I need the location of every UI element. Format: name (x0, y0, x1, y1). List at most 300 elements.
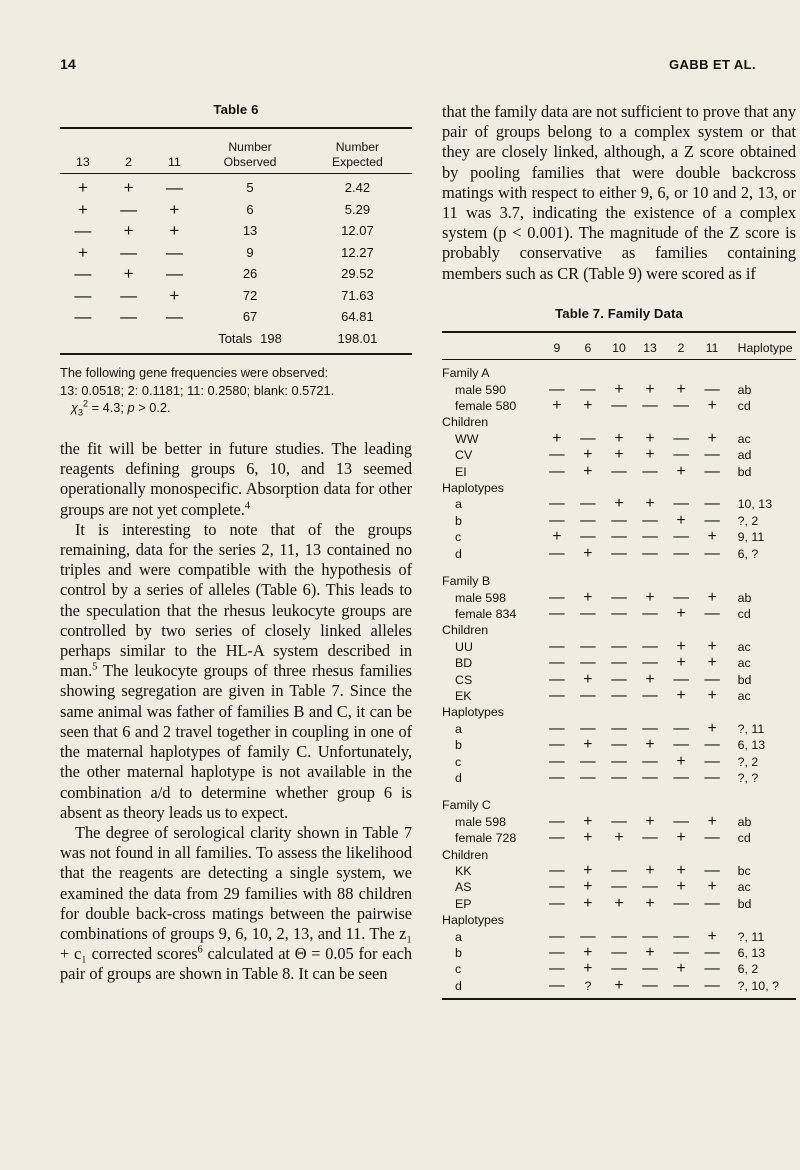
table7-haplotype: cd (737, 399, 751, 414)
table6-row (60, 174, 412, 199)
table6-row (60, 306, 412, 328)
table6-chi-square: $\chi_3^2 = 4.3$; p > 0.2. (71, 398, 171, 418)
table7-mark: + (583, 960, 593, 978)
table7-mark: + (552, 397, 562, 415)
table7-mark: + (583, 862, 593, 880)
table7-mark: — (611, 752, 627, 770)
table7-mark: — (580, 752, 596, 770)
table7-mark: — (549, 604, 565, 622)
table6-cell-11: — (165, 264, 183, 283)
table7-mark: — (549, 544, 565, 562)
table7-mark: + (676, 511, 686, 529)
table7-row-label: female 580 (455, 399, 517, 414)
table7-mark: + (583, 736, 593, 754)
table7-parent-row (442, 814, 796, 830)
table6-caption: Table 6 (213, 102, 259, 117)
footnote-ref-5: 5 (92, 661, 98, 673)
table7-mark: + (583, 878, 593, 896)
table6-row (60, 220, 412, 242)
table7-col-2: 2 (677, 340, 685, 355)
table7-haplotype: ab (737, 590, 752, 605)
table7-row-label: EP (455, 896, 472, 911)
table7-mark: — (611, 878, 627, 896)
table7-haplotype: 6, ? (737, 546, 759, 561)
table7-parent-row (442, 590, 796, 606)
table7-child-row (442, 863, 796, 879)
table7-mark: + (707, 588, 717, 606)
table6-cell-observed: 26 (242, 266, 258, 281)
table7-row-label: b (455, 513, 462, 528)
table7-group-label: Haplotypes (442, 913, 504, 928)
table6-col-11: 11 (152, 128, 198, 173)
table7-mark: — (642, 960, 658, 978)
table7-mark: + (676, 637, 686, 655)
table7-mark: + (583, 397, 593, 415)
table7-mark: — (580, 495, 596, 513)
table7-parent-row (442, 830, 796, 846)
table7-mark: + (583, 829, 593, 847)
table7-mark: — (704, 960, 720, 978)
table7-haplotype: ab (737, 814, 752, 829)
table7-mark: — (673, 768, 689, 786)
table7-family-heading (442, 573, 796, 589)
table6-row (60, 285, 412, 307)
table7-mark: — (611, 397, 627, 415)
table7-mark: — (549, 462, 565, 480)
table7-mark: — (611, 768, 627, 786)
table7-haplotype: ?, 11 (737, 721, 765, 736)
table7-haplotype: bc (737, 864, 751, 879)
table7-mark: + (645, 944, 655, 962)
table7-haplotype: ad (737, 448, 752, 463)
table7-mark: — (611, 736, 627, 754)
table7-mark: + (676, 604, 686, 622)
table7-haplotype-row (442, 513, 796, 529)
table7-haplotype: bd (737, 896, 752, 911)
left-paragraph-2: It is interesting to note that of the groups remaining, data for the series 2, 11, 13 contained no triples and were compatible with the hypothesis of control by a series of alleles (Table 6). This leads to the speculation that the rhesus leukocyte groups are controlled by two series of closely linked alleles perhaps similar to the HL-A system described in man.$^5$ The leukocyte groups of three rhesus families showing segregation are given in Table 7. Since the same animal was father of families B and C, it can be seen that 6 and 2 travel together in coupling in one of the maternal haplotypes of family C. Unfortunately, the other maternal haplotype is not available in the combination a/d to determine whether group 6 is absent as theory leads us to expect. (60, 519, 412, 822)
table7-mark: + (583, 588, 593, 606)
table7-mark: — (673, 944, 689, 962)
table7-child-row (442, 447, 796, 463)
table7-mark: — (704, 446, 720, 464)
table7-children-heading (442, 622, 796, 638)
table7-mark: — (673, 736, 689, 754)
table7-mark: + (676, 686, 686, 704)
table7-col-10: 10 (612, 340, 626, 355)
table7-mark: — (611, 719, 627, 737)
table7-header-row (442, 333, 796, 359)
table7-row-label: d (455, 978, 462, 993)
table7-mark: — (673, 429, 689, 447)
table7-mark: + (614, 976, 624, 994)
running-head-authors: GABB ET AL. (669, 57, 756, 72)
table7-row-label: female 834 (455, 606, 517, 621)
table7-mark: + (614, 429, 624, 447)
table7-mark: — (642, 686, 658, 704)
table7-mark: + (583, 670, 593, 688)
table7-mark: — (642, 528, 658, 546)
table7-group-label: Children (442, 415, 489, 430)
left-paragraph-3: The degree of serological clarity shown in Table 7 was not found in all families. To assess the likelihood that the reagents are detecting a single system, we examined the data from 29 families with 88 children for double back-cross matings between the pairwise combinations of groups 9, 6, 10, 2, 13, and 11. The z₁ + c₁ corrected scores$^6$ calculated at Θ = 0.05 for each pair of groups are shown in Table 8. It can be seen (60, 822, 412, 984)
table6 (60, 127, 412, 355)
left-paragraph-1: the fit will be better in future studies. The leading reagents defining groups 6, 10, and 13 seemed operationally monospecific. Absorption data for other groups are not yet complete.$^4$ (60, 439, 412, 519)
table7-haplotype-row (442, 754, 796, 770)
table6-cell-11: — (165, 242, 183, 262)
table7-mark: — (642, 544, 658, 562)
table7-row-label: EI (455, 464, 467, 479)
table7-mark: — (611, 960, 627, 978)
table6-cell-13: — (74, 307, 92, 326)
table6-cell-13: — (74, 264, 92, 283)
table6-cell-observed: 13 (242, 223, 258, 238)
table7-mark: + (645, 429, 655, 447)
running-head (60, 56, 756, 72)
table7-mark: — (549, 944, 565, 962)
table7-row-label: KK (455, 864, 472, 879)
table7-row-label: BD (455, 656, 473, 671)
table7-mark: + (583, 944, 593, 962)
table7-mark: — (704, 544, 720, 562)
table7-row-label: CS (455, 672, 473, 687)
table7-mark: — (611, 544, 627, 562)
table6-cell-observed: 5 (246, 180, 254, 195)
table7-row-label: d (455, 546, 462, 561)
table6-cell-13: + (77, 199, 88, 219)
table7-mark: — (549, 511, 565, 529)
table7-mark: + (707, 637, 717, 655)
table7-haplotype: cd (737, 606, 751, 621)
table7-child-row (442, 464, 796, 480)
table7-group-label: Children (442, 847, 489, 862)
table7-mark: + (645, 588, 655, 606)
table7-mark: — (704, 768, 720, 786)
table7-mark: — (704, 736, 720, 754)
table7-mark: — (642, 462, 658, 480)
table7-haplotypes-heading (442, 912, 796, 928)
table7-child-row (442, 688, 796, 704)
table7-mark: — (673, 976, 689, 994)
table7-row-label: b (455, 946, 462, 961)
table7-mark: + (645, 446, 655, 464)
table6-totals-expected: 198.01 (337, 330, 378, 346)
table6-cell-observed: 6 (246, 201, 254, 217)
table7-mark: + (676, 380, 686, 398)
table7-mark: — (673, 544, 689, 562)
table7-haplotype: ?, 2 (737, 513, 759, 528)
table7-mark: — (549, 446, 565, 464)
table7-haplotype-row (442, 945, 796, 961)
table7-mark: ? (584, 978, 592, 993)
table6-cell-13: + (77, 178, 88, 197)
table7-mark: + (676, 829, 686, 847)
table6-cell-13: — (74, 285, 92, 305)
table6-col-2: 2 (106, 128, 152, 173)
table7-mark: — (673, 812, 689, 830)
table7-child-row (442, 896, 796, 912)
table7-row-label: AS (455, 880, 472, 895)
table7-mark: — (549, 719, 565, 737)
table7-mark: — (611, 637, 627, 655)
table7-mark: — (642, 719, 658, 737)
table7-mark: — (642, 878, 658, 896)
table7-mark: — (549, 960, 565, 978)
table7-group-label: Children (442, 623, 489, 638)
table7-mark: — (704, 495, 720, 513)
table7-parent-row (442, 606, 796, 622)
table7-mark: + (707, 812, 717, 830)
table7-mark: + (707, 878, 717, 896)
table7-mark: — (642, 397, 658, 415)
table7-haplotype: ?, ? (737, 770, 759, 785)
table7-mark: — (704, 511, 720, 529)
table7-mark: + (676, 752, 686, 770)
table7-mark: — (580, 927, 596, 945)
table7-mark: + (583, 462, 593, 480)
table7-haplotype: ab (737, 382, 752, 397)
table6-footnote-line2: 13: 0.0518; 2: 0.1181; 11: 0.2580; blank: 0.5721. (60, 382, 335, 398)
table7-haplotype-row (442, 737, 796, 753)
page-number: 14 (60, 56, 76, 72)
table7-child-row (442, 655, 796, 671)
table7-mark: — (611, 654, 627, 672)
table7-row-label: EK (455, 688, 472, 703)
table7-mark: — (704, 670, 720, 688)
table7-mark: — (642, 511, 658, 529)
table7-mark: — (549, 752, 565, 770)
table7-mark: + (583, 812, 593, 830)
table7-haplotype: ?, 2 (737, 754, 759, 769)
table7-col-6: 6 (584, 340, 592, 355)
table6-cell-11: + (169, 221, 180, 240)
table7-mark: — (611, 604, 627, 622)
table7-mark: — (549, 588, 565, 606)
table7-mark: — (642, 752, 658, 770)
table6-col-observed: Number Observed (197, 128, 303, 173)
table7-mark: — (704, 894, 720, 912)
table7-mark: — (549, 927, 565, 945)
table7-row-label: d (455, 770, 462, 785)
table7-haplotype: ac (737, 880, 751, 895)
table7-row-label: c (455, 754, 462, 769)
table6-cell-expected: 12.07 (341, 223, 374, 238)
table7-family-heading (442, 797, 796, 813)
table7-mark: — (673, 588, 689, 606)
table6-totals-observed: Totals 198 (218, 330, 282, 346)
table7-mark: — (673, 528, 689, 546)
table7-mark: — (642, 637, 658, 655)
table7-mark: — (611, 862, 627, 880)
table7-mark: — (673, 495, 689, 513)
table7-mark: — (580, 768, 596, 786)
table7-mark: — (549, 495, 565, 513)
table7-mark: — (611, 927, 627, 945)
table7-row-label: male 590 (455, 382, 506, 397)
table7-mark: + (707, 686, 717, 704)
table7-child-row (442, 672, 796, 688)
table7-child-row (442, 879, 796, 895)
table7-mark: + (645, 380, 655, 398)
table7-child-row (442, 639, 796, 655)
table7-mark: + (583, 446, 593, 464)
table7-haplotype: ac (737, 431, 751, 446)
table6-cell-2: — (120, 307, 138, 326)
table7-haplotype: cd (737, 831, 751, 846)
table7-mark: — (549, 736, 565, 754)
right-column (442, 102, 796, 1000)
table6-cell-2: — (120, 242, 138, 262)
table7-mark: + (614, 380, 624, 398)
table6-cell-2: + (123, 178, 134, 197)
table6-cell-expected: 71.63 (341, 287, 374, 303)
table7-mark: + (552, 429, 562, 447)
table7-mark: — (642, 829, 658, 847)
table7-mark: + (614, 446, 624, 464)
table7-mark: — (704, 380, 720, 398)
table6-cell-2: + (123, 221, 134, 240)
table7-row-label: a (455, 497, 462, 512)
table7-mark: — (642, 976, 658, 994)
table7-mark: — (549, 812, 565, 830)
table7-mark: — (580, 604, 596, 622)
table7-haplotype: ?, 10, ? (737, 978, 779, 993)
table7-mark: — (704, 976, 720, 994)
table7-mark: — (642, 654, 658, 672)
table7-group-label: Haplotypes (442, 481, 504, 496)
table7-mark: + (645, 495, 655, 513)
table7-row-label: WW (455, 431, 479, 446)
table7-mark: — (704, 862, 720, 880)
table7-col-9: 9 (553, 340, 561, 355)
table6-cell-13: + (77, 242, 88, 262)
table7-mark: — (549, 878, 565, 896)
table7-mark: — (673, 670, 689, 688)
table7-mark: + (707, 654, 717, 672)
table7-group-label: Haplotypes (442, 705, 504, 720)
right-paragraph-1: that the family data are not sufficient to prove that any pair of groups belong to a complex system or that they are closely linked, although, a Z score obtained by pooling families that were double backcross matings with respect to either 9, 6, or 10 and 2, 13, or 11 was 3.7, indicating the existence of a complex system (p < 0.001). The magnitude of the Z score is probably conservative as families containing members such as CR (Table 9) were scored as if (442, 102, 796, 283)
table7-mark: + (645, 736, 655, 754)
table6-cell-11: — (165, 178, 183, 197)
table7-mark: — (611, 944, 627, 962)
table7-mark: — (580, 686, 596, 704)
table7-mark: — (580, 719, 596, 737)
table6-totals-row (60, 328, 412, 354)
table7-mark: — (549, 829, 565, 847)
table7-mark: + (707, 528, 717, 546)
table7-mark: + (707, 927, 717, 945)
table7-haplotype-row (442, 978, 796, 994)
table7-mark: — (611, 462, 627, 480)
table7-mark: + (645, 812, 655, 830)
footnote-ref-4: 4 (244, 500, 250, 512)
table7-mark: + (707, 397, 717, 415)
table7-mark: — (704, 462, 720, 480)
table7-mark: — (611, 528, 627, 546)
table7-haplotype-row (442, 770, 796, 786)
table7-mark: — (549, 670, 565, 688)
table7-col-11: 11 (705, 340, 719, 355)
table7-row-label: c (455, 530, 462, 545)
table6-footnote-line1: The following gene frequencies were observed: (60, 365, 329, 380)
table7-mark: + (583, 894, 593, 912)
table7-haplotype: ac (737, 639, 751, 654)
table7-haplotype: 10, 13 (737, 497, 773, 512)
table7-mark: — (611, 686, 627, 704)
table6-cell-11: — (165, 307, 183, 326)
table7-mark: — (580, 429, 596, 447)
table7-row-label: c (455, 962, 462, 977)
table7-mark: — (549, 894, 565, 912)
table7-haplotype: bd (737, 672, 752, 687)
table7-children-heading (442, 847, 796, 863)
table7-haplotype: 6, 13 (737, 738, 766, 753)
table7-row-label: female 728 (455, 831, 517, 846)
table7-mark: + (614, 495, 624, 513)
table7-haplotype: 9, 11 (737, 530, 765, 545)
table7-mark: — (673, 927, 689, 945)
table7-child-row (442, 431, 796, 447)
table7-mark: — (580, 637, 596, 655)
table7-mark: — (549, 686, 565, 704)
table6-col-13: 13 (60, 128, 106, 173)
table7-mark: — (611, 812, 627, 830)
left-column (60, 102, 412, 1000)
table7-mark: + (645, 862, 655, 880)
table7-haplotype: bd (737, 464, 752, 479)
table6-cell-observed: 72 (242, 287, 258, 303)
table7-row-label: b (455, 738, 462, 753)
table7-haplotype-row (442, 496, 796, 512)
table7-mark: + (676, 878, 686, 896)
table6-cell-11: + (169, 199, 180, 219)
table7-children-heading (442, 414, 796, 430)
table7-haplotype-row (442, 961, 796, 977)
table7-mark: + (676, 462, 686, 480)
table7-group-label: Family B (442, 574, 491, 589)
table7-mark: + (552, 528, 562, 546)
table7-mark: — (673, 397, 689, 415)
table6-cell-observed: 67 (242, 309, 258, 324)
table7-mark: — (642, 604, 658, 622)
table7-haplotypes-heading (442, 480, 796, 496)
table7-mark: + (676, 862, 686, 880)
table7-row-label: a (455, 929, 462, 944)
table7-haplotype-row (442, 929, 796, 945)
table7-mark: + (645, 894, 655, 912)
table7-mark: + (676, 654, 686, 672)
table7-haplotype-row (442, 721, 796, 737)
table7-mark: + (645, 670, 655, 688)
table7-mark: — (580, 654, 596, 672)
table7-parent-row (442, 382, 796, 398)
table7-row-label: UU (455, 639, 473, 654)
table7-group-label: Family C (442, 798, 491, 813)
table7-mark: — (642, 927, 658, 945)
table7-mark: — (549, 380, 565, 398)
table7-mark: + (676, 960, 686, 978)
table6-cell-2: — (120, 199, 138, 219)
table6-cell-expected: 5.29 (344, 201, 371, 217)
table7-haplotype: 6, 13 (737, 946, 766, 961)
table7-mark: — (549, 637, 565, 655)
table7-mark: — (549, 768, 565, 786)
table7-mark: — (580, 528, 596, 546)
table6-cell-expected: 29.52 (341, 266, 374, 281)
table6-footnote (60, 364, 412, 422)
table7-haplotype-row (442, 529, 796, 545)
table7-haplotype: 6, 2 (737, 962, 759, 977)
table7-mark: — (580, 380, 596, 398)
table6-col-expected: Number Expected (303, 128, 412, 173)
